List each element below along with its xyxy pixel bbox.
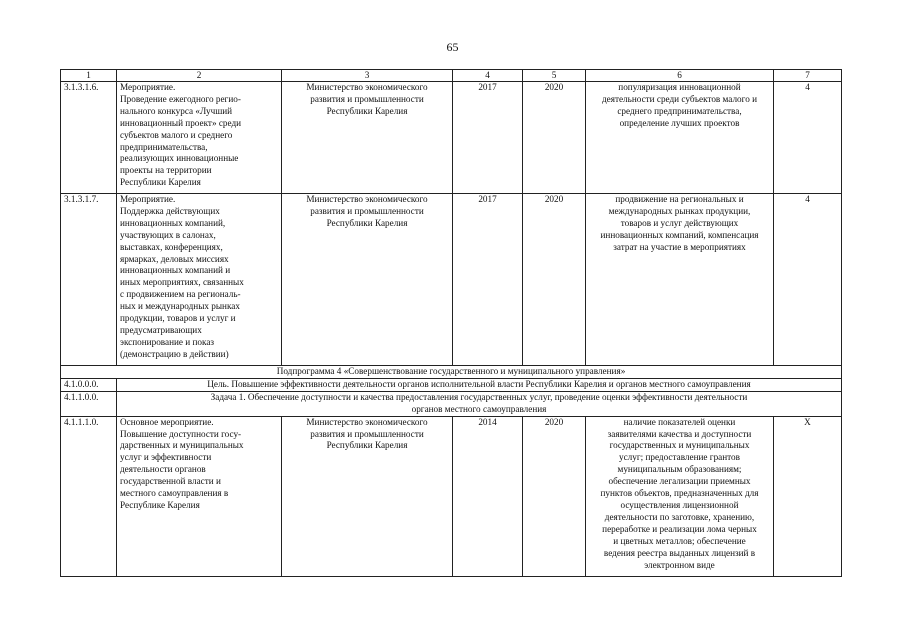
table-row bbox=[61, 194, 842, 366]
row-event: Основное мероприятие. Повышение доступности госу- дарственных и муниципальных услуг и эффективности деятельности органов государственной власти и местного самоуправления в Республике Карелия bbox=[117, 416, 282, 576]
row-link: 4 bbox=[774, 82, 842, 194]
col-number: 7 bbox=[774, 70, 842, 82]
col-number: 4 bbox=[453, 70, 523, 82]
row-start-year: 2014 bbox=[453, 416, 523, 576]
row-event: Мероприятие. Проведение ежегодного регио- нального конкурса «Лучший инновационный проект» среди субъектов малого и среднего предпринимательства, реализующих инновационные проекты на территории Республики Карелия bbox=[117, 82, 282, 194]
row-result: продвижение на региональных и международных рынках продукции, товаров и услуг действующих инновационных компаний, компенсация затрат на участие в мероприятиях bbox=[586, 194, 774, 366]
table-row bbox=[61, 82, 842, 194]
row-code: 3.1.3.1.7. bbox=[61, 194, 117, 366]
row-start-year: 2017 bbox=[453, 194, 523, 366]
goal-text: Цель. Повышение эффективности деятельности органов исполнительной власти Республики Карелия и органов местного самоуправления bbox=[117, 378, 842, 391]
row-end-year: 2020 bbox=[523, 194, 586, 366]
col-number: 6 bbox=[586, 70, 774, 82]
subprogram-row bbox=[61, 366, 842, 379]
page-number: 65 bbox=[446, 40, 459, 54]
col-number: 2 bbox=[117, 70, 282, 82]
row-executor: Министерство экономического развития и промышленности Республики Карелия bbox=[282, 416, 453, 576]
column-number-row bbox=[61, 70, 842, 82]
row-end-year: 2020 bbox=[523, 416, 586, 576]
row-result: популяризация инновационной деятельности среди субъектов малого и среднего предпринимательства, определение лучших проектов bbox=[586, 82, 774, 194]
subprogram-title: Подпрограмма 4 «Совершенствование государственного и муниципального управления» bbox=[61, 366, 842, 379]
row-executor: Министерство экономического развития и промышленности Республики Карелия bbox=[282, 194, 453, 366]
row-start-year: 2017 bbox=[453, 82, 523, 194]
table-row bbox=[61, 416, 842, 576]
row-event: Мероприятие. Поддержка действующих инновационных компаний, участвующих в салонах, выставках, конференциях, ярмарках, деловых миссиях инновационных компаний и иных мероприятиях, связанных с продвижением на региональ- ных и международных рынках продукции, товаров и услуг и предусматривающих экспонирование и показ (демонстрацию в действии) bbox=[117, 194, 282, 366]
goal-row bbox=[61, 378, 842, 391]
goal-code: 4.1.0.0.0. bbox=[61, 378, 117, 391]
col-number: 1 bbox=[61, 70, 117, 82]
row-end-year: 2020 bbox=[523, 82, 586, 194]
task-text: Задача 1. Обеспечение доступности и качества предоставления государственных услуг, проведение оценки эффективности деятельности органов местного самоуправления bbox=[117, 391, 842, 416]
col-number: 3 bbox=[282, 70, 453, 82]
activities-table bbox=[60, 69, 842, 577]
col-number: 5 bbox=[523, 70, 586, 82]
row-code: 3.1.3.1.6. bbox=[61, 82, 117, 194]
row-link: Х bbox=[774, 416, 842, 576]
task-row bbox=[61, 391, 842, 416]
row-code: 4.1.1.1.0. bbox=[61, 416, 117, 576]
row-link: 4 bbox=[774, 194, 842, 366]
row-result: наличие показателей оценки заявителями качества и доступности государственных и муниципальных услуг; предоставление грантов муниципальным образованиям; обеспечение легализации приемных пунктов объектов, предназначенных для осуществления лицензионной деятельности по заготовке, хранению, переработке и реализации лома черных и цветных металлов; обеспечение ведения реестра выданных лицензий в электронном виде bbox=[586, 416, 774, 576]
task-code: 4.1.1.0.0. bbox=[61, 391, 117, 416]
row-executor: Министерство экономического развития и промышленности Республики Карелия bbox=[282, 82, 453, 194]
